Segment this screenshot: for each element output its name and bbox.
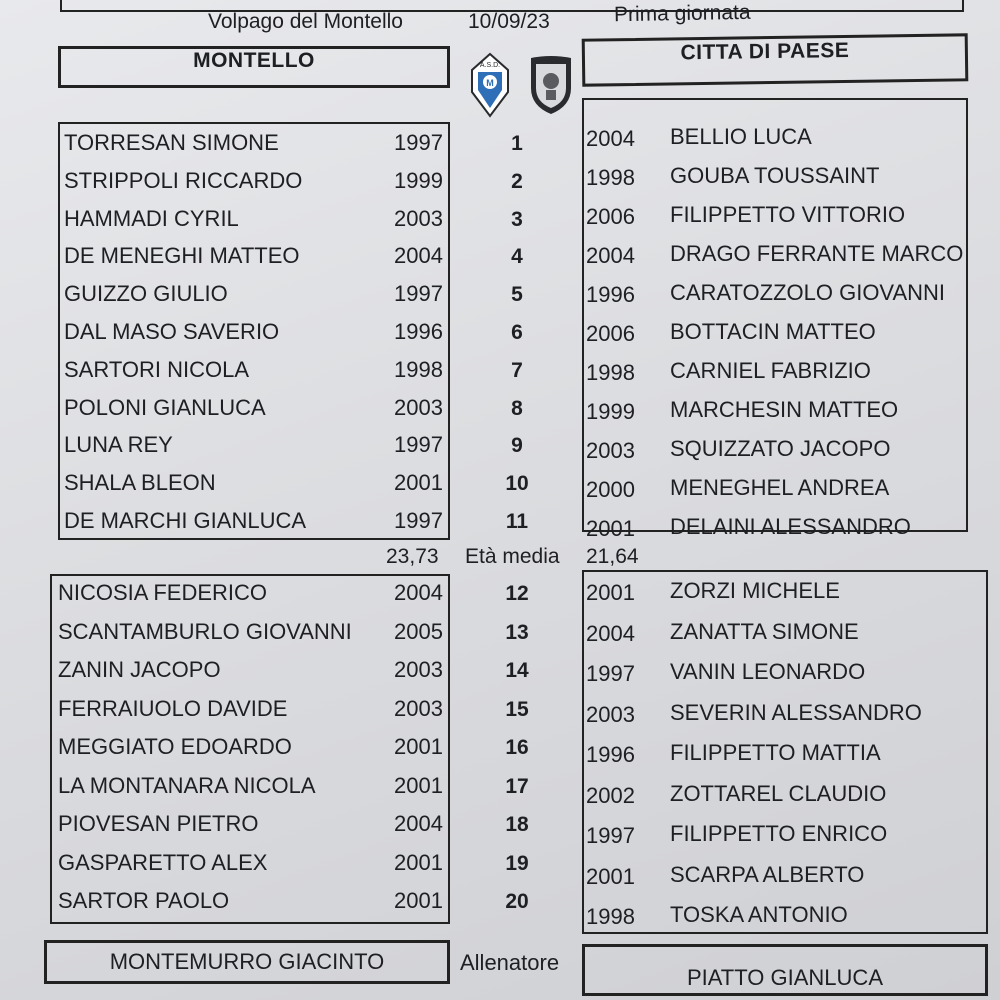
away-player-name: FILIPPETTO MATTIA [670,740,881,765]
home-player-name: LA MONTANARA NICOLA [58,772,316,798]
shirt-number: 14 [505,659,529,682]
shirt-number: 12 [505,582,529,605]
home-average-age: 23,73 [386,545,439,568]
away-player-year: 2006 [586,321,635,346]
home-player-year: 2005 [394,618,443,644]
away-player-year: 1997 [586,661,635,686]
shirt-number: 2 [511,169,523,193]
home-player-year: 1997 [394,432,443,458]
shirt-number: 10 [505,472,529,496]
home-player-name: SARTORI NICOLA [64,356,250,382]
away-player-year: 1998 [586,165,635,190]
away-player-name: CARNIEL FABRIZIO [670,358,871,383]
svg-text:A.S.D.: A.S.D. [479,62,501,69]
away-player-name: SCARPA ALBERTO [670,861,865,887]
away-player-year: 1999 [586,399,635,424]
home-player-year: 2001 [394,849,443,875]
away-player-name: TOSKA ANTONIO [670,902,848,927]
away-player-year: 2004 [586,620,635,646]
away-player-name: BELLIO LUCA [670,124,812,149]
shirt-number: 8 [511,396,523,420]
home-player-name: SCANTAMBURLO GIOVANNI [58,618,352,644]
home-player-year: 1996 [394,319,443,344]
home-player-name: LUNA REY [64,432,173,458]
away-player-year: 2002 [586,782,635,808]
home-team-crest-icon [470,52,510,118]
home-player-name: SHALA BLEON [64,470,216,496]
home-team-box [58,46,450,88]
shirt-number: 17 [505,774,529,798]
match-date: 10/09/23 [468,10,550,33]
home-player-year: 1997 [394,281,443,307]
home-player-name: DAL MASO SAVERIO [64,319,280,344]
away-player-name: MARCHESIN MATTEO [670,397,899,422]
shirt-number: 3 [511,207,523,231]
away-player-year: 1998 [586,904,635,929]
home-player-year: 2004 [394,243,443,269]
home-team-name: MONTELLO [193,49,315,72]
round-text: Prima giornata [613,0,751,27]
away-player-name: VANIN LEONARDO [670,659,866,684]
home-player-name: PIOVESAN PIETRO [58,811,259,836]
away-player-year: 2001 [586,863,635,889]
home-player-name: DE MARCHI GIANLUCA [64,508,307,533]
away-coach-name: PIATTO GIANLUCA [686,965,883,990]
home-player-name: GASPARETTO ALEX [58,849,268,875]
home-player-name: FERRAIUOLO DAVIDE [58,695,288,721]
shirt-number: 19 [505,851,529,875]
home-player-year: 2004 [394,811,443,836]
away-player-year: 2003 [586,701,635,727]
shirt-number: 4 [511,245,523,269]
away-player-name: BOTTACIN MATTEO [670,319,876,344]
shirt-number: 11 [505,510,529,533]
away-player-name: MENEGHEL ANDREA [670,475,890,500]
away-player-year: 1996 [586,742,635,767]
home-player-name: ZANIN JACOPO [58,657,221,682]
shirt-number: 1 [511,132,523,155]
away-player-year: 2001 [586,516,635,541]
away-player-name: ZANATTA SIMONE [670,618,859,644]
away-team-box [582,33,969,86]
shirt-number: 20 [505,890,529,913]
away-team-name: CITTA DI PAESE [680,38,850,65]
home-player-year: 2001 [394,888,443,913]
home-coach-box [44,940,450,984]
home-player-year: 2003 [394,657,443,682]
home-coach-name: MONTEMURRO GIACINTO [109,949,385,974]
home-player-name: NICOSIA FEDERICO [58,580,268,605]
away-player-name: FILIPPETTO VITTORIO [670,202,906,227]
venue-text: Volpago del Montello [208,10,403,33]
home-player-name: GUIZZO GIULIO [64,281,228,307]
home-player-year: 2001 [394,772,443,798]
away-coach-box [582,944,988,996]
shirt-number: 7 [511,358,523,382]
home-player-name: DE MENEGHI MATTEO [64,243,300,269]
svg-text:M: M [486,78,494,88]
away-player-name: DELAINI ALESSANDRO [670,514,911,539]
shirt-number: 16 [505,736,529,759]
home-player-year: 2003 [394,205,443,231]
home-player-name: MEGGIATO EDOARDO [58,734,292,759]
away-player-year: 2000 [586,477,635,502]
away-player-year: 2001 [586,580,635,605]
away-player-name: CARATOZZOLO GIOVANNI [670,280,946,305]
home-player-year: 2001 [394,470,443,496]
home-player-year: 1997 [394,508,443,533]
shirt-number: 5 [511,283,523,307]
away-team-crest-icon [528,54,574,116]
home-player-year: 2001 [394,734,443,759]
away-player-year: 1998 [586,360,635,385]
shirt-number: 18 [505,813,529,836]
away-player-name: DRAGO FERRANTE MARCO [670,241,964,266]
shirt-number: 15 [505,697,529,721]
home-player-name: POLONI GIANLUCA [64,394,266,420]
coach-label: Allenatore [460,950,560,975]
away-average-age: 21,64 [586,545,639,568]
home-player-year: 1999 [394,167,443,193]
home-player-year: 1997 [394,130,443,155]
average-age-label: Età media [465,545,560,568]
away-player-year: 2003 [586,438,635,463]
away-player-year: 1997 [586,823,635,848]
shirt-number: 6 [511,321,523,344]
home-player-name: HAMMADI CYRIL [64,205,239,231]
away-player-name: SQUIZZATO JACOPO [670,436,891,461]
home-player-year: 2004 [394,580,443,605]
home-player-year: 2003 [394,695,443,721]
shirt-number: 13 [505,620,529,644]
away-player-year: 2004 [586,126,635,151]
home-player-name: STRIPPOLI RICCARDO [64,167,303,193]
home-player-year: 2003 [394,394,443,420]
away-player-name: ZORZI MICHELE [670,578,840,603]
away-player-name: ZOTTAREL CLAUDIO [670,780,887,806]
home-player-name: SARTOR PAOLO [58,888,230,913]
away-player-name: SEVERIN ALESSANDRO [670,699,922,725]
away-player-year: 1996 [586,282,635,307]
away-player-name: FILIPPETTO ENRICO [670,821,888,846]
home-player-year: 1998 [394,356,443,382]
home-player-name: TORRESAN SIMONE [64,130,279,155]
away-player-year: 2004 [586,243,635,268]
away-player-name: GOUBA TOUSSAINT [670,163,880,188]
away-player-year: 2006 [586,204,635,229]
shirt-number: 9 [511,434,523,458]
